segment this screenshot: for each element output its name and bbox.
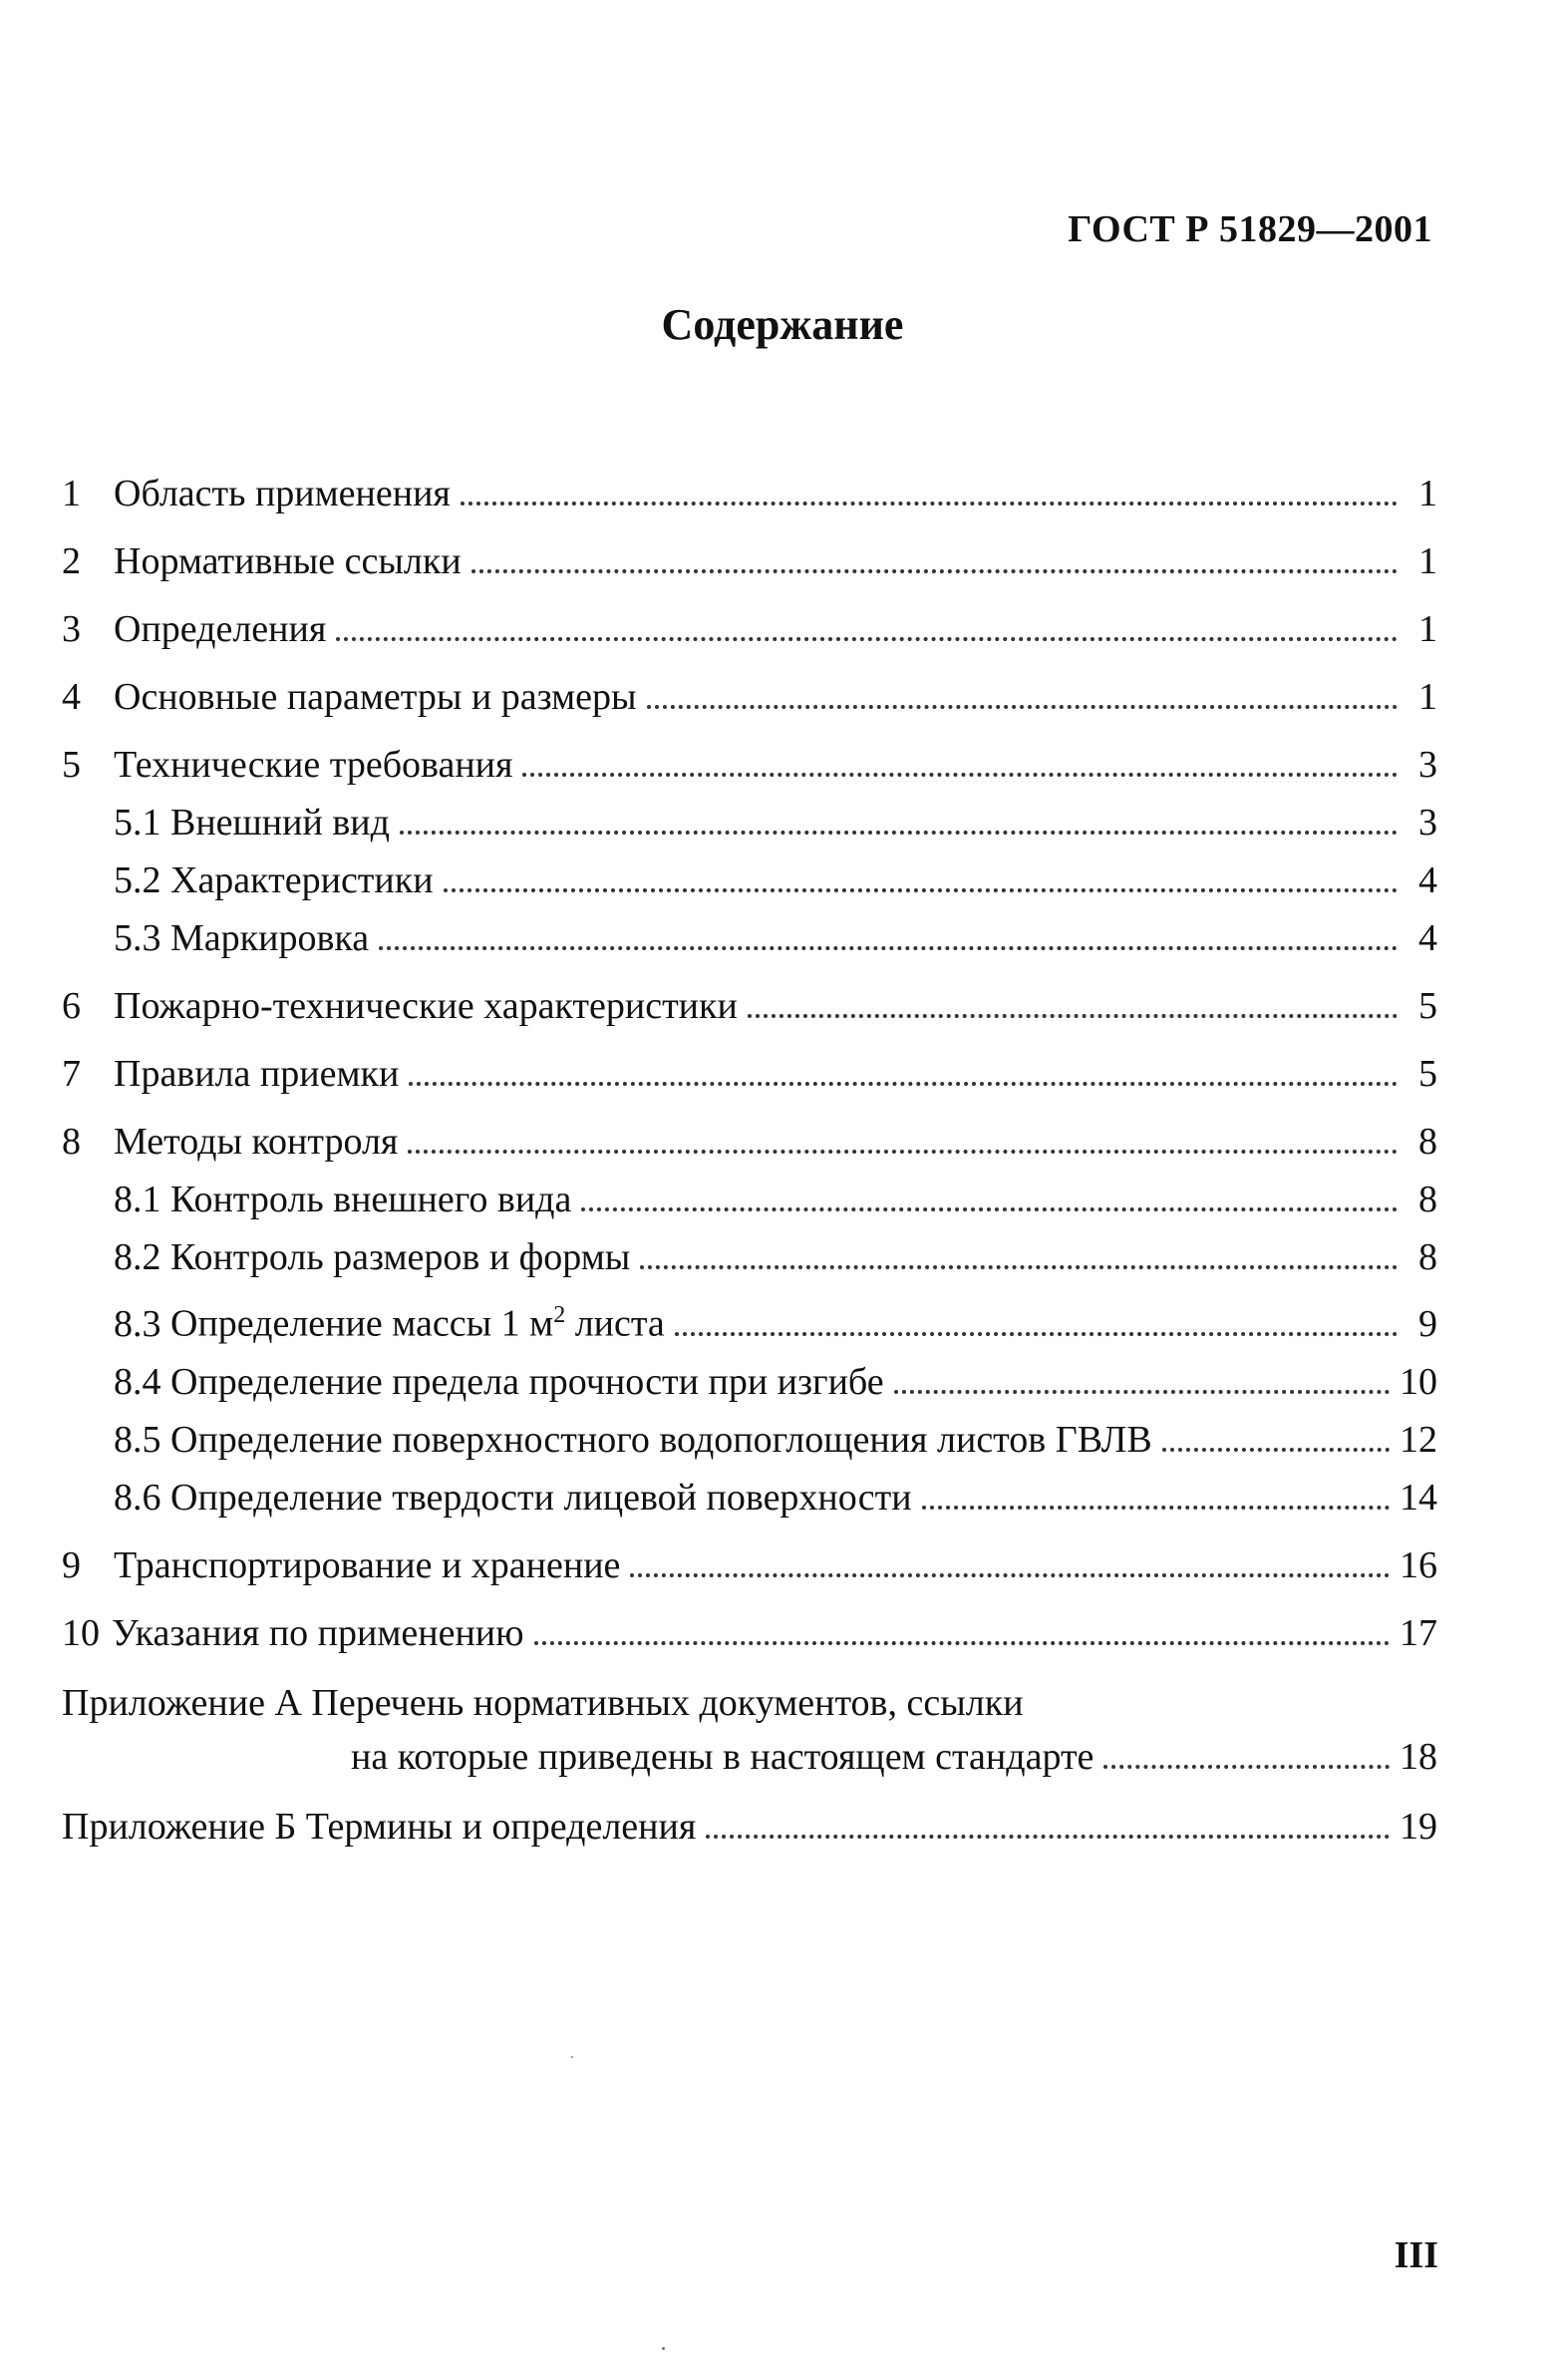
dot-leader <box>640 1265 1398 1269</box>
document-code: ГОСТ Р 51829—2001 <box>1068 208 1432 250</box>
toc-entry-number: 1 <box>62 473 81 514</box>
toc-entry-page: 4 <box>1418 859 1437 901</box>
toc-entry-title: Определение твердости лицевой поверхности <box>170 1476 912 1519</box>
toc-entry-page: 8 <box>1418 1121 1437 1163</box>
dot-leader <box>471 569 1398 573</box>
toc-entry-title: Определения <box>114 608 327 650</box>
toc-entry-title: Транспортирование и хранение <box>114 1543 621 1586</box>
toc-entry[interactable] <box>62 534 1437 588</box>
dot-leader <box>706 1835 1390 1839</box>
toc-subentry[interactable] <box>62 853 1437 907</box>
toc-entry-number: 8.5 <box>114 1418 161 1461</box>
toc-entry-title: Контроль размеров и формы <box>170 1236 631 1278</box>
toc-entry-title: Область применения <box>114 473 451 514</box>
toc-entry-number: 5 <box>62 744 81 786</box>
dot-leader <box>336 637 1398 641</box>
toc-entry-title: Указания по применению <box>112 1611 524 1654</box>
dot-leader <box>630 1573 1390 1577</box>
toc-subentry[interactable] <box>62 911 1437 965</box>
toc-entry-number: 7 <box>62 1053 81 1095</box>
contents-title: Содержание <box>661 300 904 349</box>
toc-entry-title: Технические требования <box>114 744 513 786</box>
toc-subentry[interactable] <box>62 1413 1437 1467</box>
dot-leader <box>534 1641 1390 1645</box>
dot-leader <box>894 1390 1390 1394</box>
toc-entry[interactable] <box>62 602 1437 656</box>
toc-entry-page: 8 <box>1418 1236 1437 1278</box>
toc-entry[interactable] <box>62 1115 1437 1169</box>
toc-entry[interactable] <box>62 1538 1437 1592</box>
toc-entry-page: 1 <box>1418 473 1437 514</box>
appendix-title-line1: Приложение А Перечень нормативных документов, ссылки <box>62 1681 1024 1724</box>
toc-subentry[interactable] <box>62 1230 1437 1284</box>
dot-leader <box>461 502 1398 506</box>
dot-leader <box>647 705 1398 709</box>
toc-entry-number: 5.1 <box>114 802 161 844</box>
scan-speck <box>571 2056 573 2058</box>
title-text: листа <box>565 1302 665 1345</box>
toc-entry-number: 2 <box>62 540 81 582</box>
dot-leader <box>408 1150 1398 1154</box>
toc-entry-title: Определение поверхностного водопоглощения листов ГВЛВ <box>170 1418 1152 1461</box>
toc-entry-number: 5.2 <box>114 859 161 901</box>
toc-entry-title: Нормативные ссылки <box>114 540 462 582</box>
toc-entry-page: 3 <box>1418 802 1437 844</box>
toc-entry-page: 9 <box>1418 1302 1437 1345</box>
toc-entry-number: 8.4 <box>114 1360 161 1403</box>
toc-entry[interactable] <box>62 670 1437 724</box>
dot-leader <box>748 1014 1398 1018</box>
appendix-title-line2: на которые приведены в настоящем стандарте <box>351 1735 1095 1778</box>
table-of-contents <box>62 467 1437 1854</box>
scan-speck <box>662 2347 665 2350</box>
superscript: 2 <box>553 1302 566 1328</box>
toc-entry[interactable] <box>62 467 1437 520</box>
toc-entry[interactable] <box>62 979 1437 1033</box>
toc-entry-number: 8.1 <box>114 1179 161 1220</box>
toc-appendix-a[interactable] <box>62 1676 1437 1784</box>
toc-entry-page: 1 <box>1418 540 1437 582</box>
dot-leader <box>409 1082 1398 1086</box>
toc-entry-title: Методы контроля <box>114 1121 399 1163</box>
toc-entry-page: 8 <box>1418 1179 1437 1220</box>
toc-entry-number: 4 <box>62 676 81 718</box>
toc-entry-number: 8.6 <box>114 1476 161 1519</box>
toc-entry[interactable] <box>62 1047 1437 1101</box>
toc-entry-page: 19 <box>1400 1805 1437 1848</box>
toc-entry-title: Правила приемки <box>114 1053 400 1095</box>
toc-entry-title: Внешний вид <box>170 802 390 844</box>
toc-subentry[interactable] <box>62 1471 1437 1525</box>
toc-entry-page: 12 <box>1400 1418 1437 1461</box>
dot-leader <box>675 1332 1398 1336</box>
toc-entry-number: 8.2 <box>114 1236 161 1278</box>
toc-entry-page: 14 <box>1400 1476 1437 1519</box>
dot-leader <box>379 946 1398 950</box>
toc-entry-title: Основные параметры и размеры <box>114 676 637 718</box>
dot-leader <box>1103 1765 1390 1769</box>
toc-entry-title: Пожарно-технические характеристики <box>114 985 738 1027</box>
dot-leader <box>522 773 1398 777</box>
toc-entry-page: 5 <box>1418 985 1437 1027</box>
toc-entry-title: Контроль внешнего вида <box>170 1179 572 1220</box>
appendix-title-line2-row <box>62 1730 1437 1784</box>
toc-entry-page: 1 <box>1418 676 1437 718</box>
toc-subentry[interactable] <box>62 796 1437 850</box>
toc-entry[interactable] <box>62 738 1437 792</box>
toc-entry-page: 16 <box>1400 1543 1437 1586</box>
title-text: Определение массы 1 м <box>170 1302 554 1345</box>
dot-leader <box>922 1506 1390 1510</box>
toc-entry-number: 8.3 <box>114 1302 161 1345</box>
toc-entry-title: Маркировка <box>170 917 370 959</box>
dot-leader <box>444 888 1398 892</box>
dot-leader <box>400 831 1398 835</box>
toc-entry-number: 10 <box>62 1611 100 1654</box>
toc-entry-number: 8 <box>62 1121 81 1163</box>
toc-entry-page: 1 <box>1418 608 1437 650</box>
toc-entry-page: 4 <box>1418 917 1437 959</box>
page-number: III <box>1394 2234 1438 2276</box>
toc-entry-title: Определение предела прочности при изгибе <box>170 1360 884 1403</box>
toc-subentry[interactable] <box>62 1355 1437 1409</box>
toc-entry-title <box>170 1288 665 1351</box>
toc-subentry[interactable] <box>62 1173 1437 1226</box>
toc-entry-page: 5 <box>1418 1053 1437 1095</box>
toc-entry-page: 17 <box>1400 1611 1437 1654</box>
toc-entry-number: 9 <box>62 1543 81 1586</box>
toc-entry-title: Приложение Б Термины и определения <box>62 1805 697 1848</box>
toc-entry-page: 18 <box>1400 1735 1437 1778</box>
dot-leader <box>1162 1448 1390 1452</box>
toc-entry-title: Характеристики <box>170 859 434 901</box>
toc-entry[interactable] <box>62 1606 1437 1660</box>
toc-entry-number: 5.3 <box>114 917 161 959</box>
dot-leader <box>581 1207 1398 1211</box>
toc-entry-page: 3 <box>1418 744 1437 786</box>
toc-appendix-b[interactable] <box>62 1800 1437 1854</box>
toc-subentry[interactable] <box>62 1288 1437 1351</box>
toc-entry-number: 3 <box>62 608 81 650</box>
toc-entry-page: 10 <box>1400 1360 1437 1403</box>
toc-entry-number: 6 <box>62 985 81 1027</box>
